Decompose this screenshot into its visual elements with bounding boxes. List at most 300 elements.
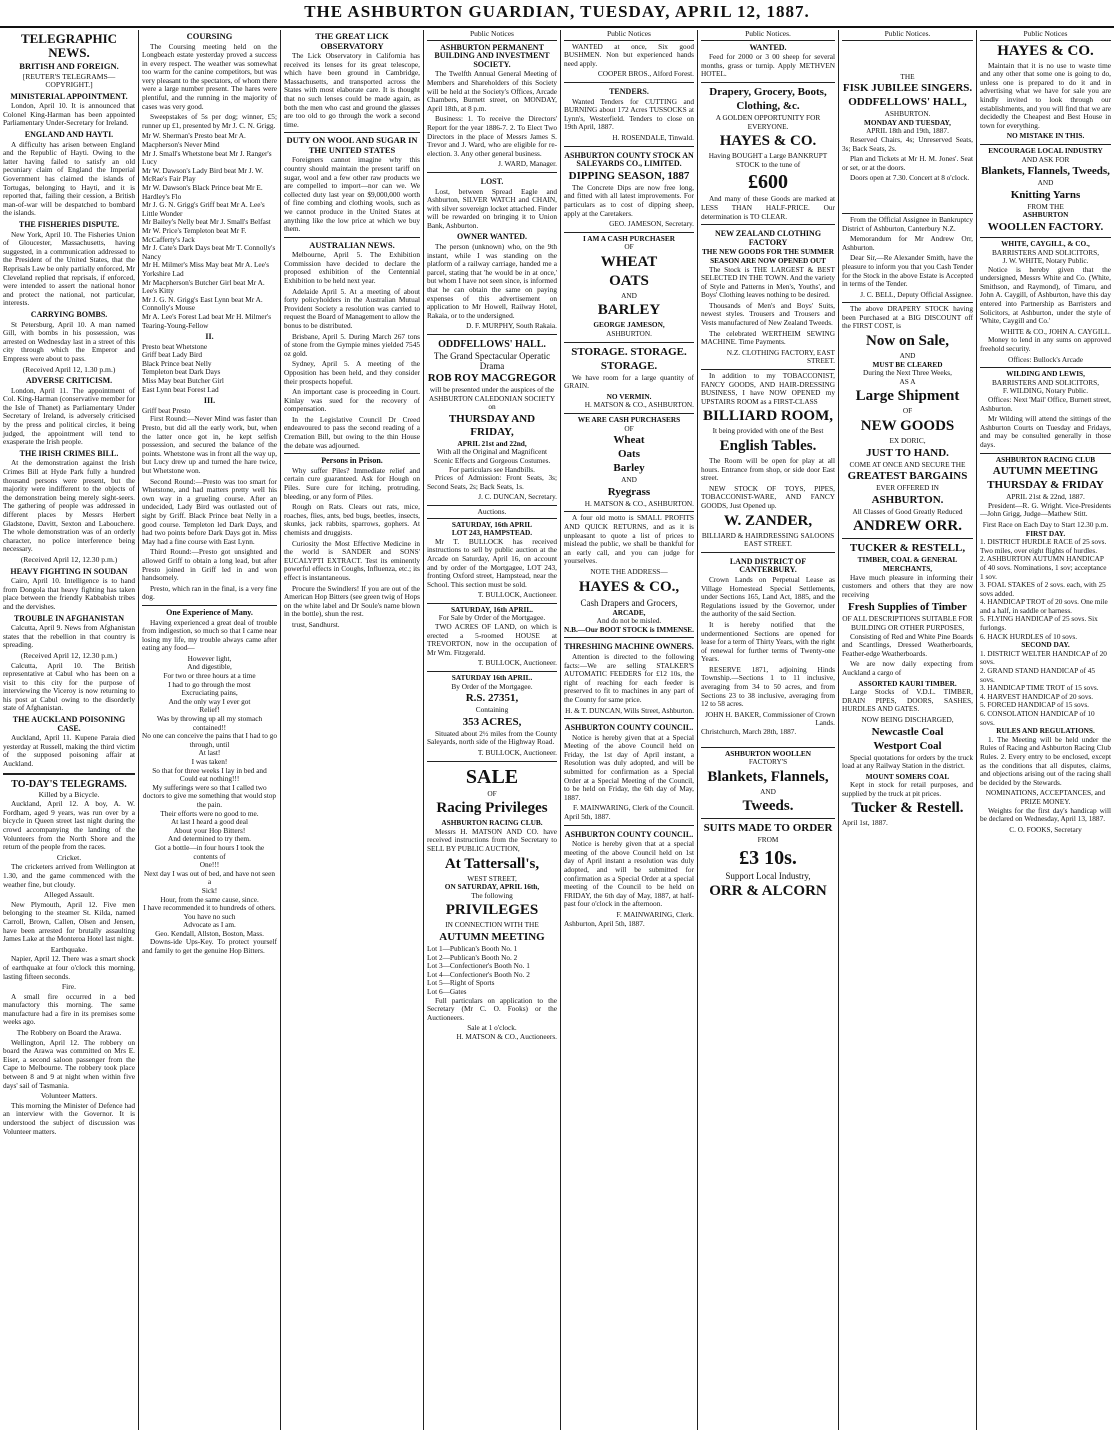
- notice-text: We have room for a large quantity of GRAIN.: [564, 372, 694, 391]
- notice-text: President—R. G. Wright. Vice-Presidents—John Grigg, Judge—Mathew Stitt.: [980, 500, 1111, 519]
- list-item: Griff beat Presto: [142, 405, 191, 415]
- column-header: Public Notices: [427, 30, 557, 41]
- race-item: 1. DISTRICT HURDLE RACE of 25 sovs. Two miles, over eight flights of hurdles.: [980, 537, 1107, 555]
- article-text: The cricketers arrived from Wellington at 1.30, and the game commenced with the weather fine, but cloudy.: [3, 862, 135, 889]
- notice-text: Situated about 2½ miles from the County Saleyards, north side of the Highway Road.: [427, 728, 557, 747]
- notice-text: Notice is hereby given that at a special meeting of the above Council held on 1st day of April instant a resolution was duly adopted, and will be submitted for confirmation as a Special Order at a special meeting of the Council to be held on FRIDAY, the 6th day of May, 1887, at half-past four o'clock in the afternoon.: [564, 839, 694, 909]
- notice-text: Mr T. BULLOCK has received instructions to sell by public auction at the Arcade on Saturday, April 16, on account and by order of the Mortgagee, LOT 243, fronting Oxford street, Hampstead, near the School. This section must be sold.: [427, 536, 557, 589]
- notice-signature: WHITE & CO., JOHN A. CAYGILL.: [1000, 326, 1111, 336]
- notice-title: HAYES & CO.: [997, 42, 1094, 59]
- notice-line: THE NEW GOODS FOR THE SUMMER SEASON ARE NOW OPENED OUT: [701, 247, 835, 265]
- notice-line: SECOND DAY.: [1021, 640, 1070, 650]
- notice-signature: T. BULLOCK, Auctioneer.: [477, 590, 557, 600]
- testimonial-line: And digestible,: [187, 662, 232, 672]
- notice-line: ASHBURTON.: [606, 329, 652, 339]
- article-heading: MINISTERIAL APPOINTMENT.: [10, 91, 128, 101]
- notice-official-assignee: [842, 213, 973, 299]
- testimonial-line: And determined to try them.: [168, 834, 251, 844]
- notice-title: At Tattersall's,: [444, 855, 540, 872]
- notice-title: Tweeds.: [742, 798, 794, 815]
- notice-text: NEW STOCK OF TOYS, PIPES, TOBACCONIST-WARE, AND FANCY GOODS, Just Opened up.: [701, 483, 835, 510]
- notice-line: NOMINATIONS, ACCEPTANCES, and PRIZE MONEY.: [985, 788, 1106, 806]
- article-heading: THE IRISH CRIMES BILL.: [19, 448, 119, 458]
- notice-text: We are now daily expecting from Auckland a cargo of: [842, 659, 973, 677]
- column-header: Public Notices: [980, 30, 1111, 41]
- article-text: Calcutta, April 10. The British representative at Cabul who has been on a visit to this city for the purpose of interviewing the Viceroy is now returning to his post at Cabul owing to the disorderly state of Afghanistan.: [3, 660, 135, 713]
- notice-county-council-1: [564, 718, 694, 822]
- notice-lost: [427, 172, 557, 331]
- notice-signature: H. MATSON & CO., ASHBURTON.: [584, 498, 694, 508]
- article-text: Downs-ide Ups-Key. To protect yourself and family to get the genuine Hop Bitters.: [142, 937, 277, 956]
- notice-text: Kept in stock for retail purposes, and supplied by the truck at pit prices.: [842, 780, 973, 798]
- race-item: 2. ASHBURTON AUTUMN HANDICAP of 40 sovs. Nominations, 1 sov; acceptance 1 sov.: [980, 554, 1107, 581]
- testimonial-line: At last!: [198, 748, 221, 758]
- article-text: Presto, which ran in the final, is a very fine dog.: [142, 583, 277, 602]
- notice-line: ASHBURTON RACING CLUB: [995, 454, 1096, 464]
- masthead: [0, 0, 1114, 28]
- testimonial-line: Their efforts were no good to me.: [160, 808, 259, 818]
- section-title: TO-DAY'S TELEGRAMS.: [11, 778, 127, 790]
- notice-title: ASHBURTON.: [871, 493, 944, 506]
- notice-title: PRIVILEGES: [445, 902, 539, 919]
- notice-line: The Grand Spectacular Operatic Drama: [433, 351, 551, 371]
- article-heading: ADVERSE CRITICISM.: [25, 376, 113, 386]
- notice-threshing: [564, 637, 694, 715]
- notice-woollen-factory: [701, 747, 835, 816]
- notice-text: From the Official Assignee in Bankruptcy District of Ashburton, Canterbury N.Z.: [842, 214, 973, 233]
- notice-signature: C. O. FOOKS, Secretary: [1009, 824, 1082, 834]
- notice-line: NO VERMIN.: [606, 391, 652, 401]
- notice-title: £600: [748, 171, 788, 194]
- notice-title: WOOLLEN FACTORY.: [987, 220, 1104, 233]
- notice-text: Reserved Chairs, 4s; Unreserved Seats, 3s; Back Seats, 2s.: [842, 134, 973, 153]
- notice-line: Cash Drapers and Grocers,: [580, 597, 678, 608]
- notice-line: ASHBURTON WOOLLEN: [724, 748, 812, 758]
- column-header: Public Notices: [564, 30, 694, 41]
- notice-title: Large Shipment: [855, 388, 960, 405]
- notice-heading: ASHBURTON COUNTY STOCK AN SALEYARDS CO., LIMITED.: [564, 150, 694, 169]
- notice-heading: TENDERS.: [609, 86, 649, 96]
- notice-storage: [564, 342, 694, 410]
- notice-title: Oats: [618, 448, 640, 461]
- article-text: New Plymouth, April 12. Five men belonging to the steamer St. Kilda, named Carroll, Brown, Callen, Olsen and Jensen, have been arrested for brutally assaulting James Lake at the Monteroa Hotel last night.: [3, 899, 135, 944]
- round-heading: II.: [205, 332, 214, 342]
- notice-line: AND: [899, 351, 916, 361]
- notice-line: J. W. WHITE, Notary Public.: [1002, 256, 1089, 266]
- notice-text: Wanted Tenders for CUTTING and BURNING about 172 Acres TUSSOCKS at Lynn's, Westerfield. Tenders to close on 19th April, 1887.: [564, 96, 694, 132]
- notice-signature: N.Z. CLOTHING FACTORY, EAST STREET.: [726, 347, 835, 366]
- notice-line: SATURDAY, 16th APRIL: [451, 519, 533, 529]
- received-line: (Received April 12, 12.30 p.m.): [20, 650, 118, 660]
- notice-title: Racing Privileges: [436, 800, 548, 817]
- notice-signature: H. MATSON & CO., Auctioneers.: [456, 1031, 557, 1041]
- race-item: 4. HANDICAP TROT of 20 sovs. One mile and a half, in saddle or harness.: [980, 597, 1108, 615]
- notice-title: Now on Sale,: [866, 333, 949, 350]
- notice-text: Consisting of Red and White Pine Boards and Scantlings, Dressed Weatherboards, Feather-edge Weatherboards.: [842, 631, 973, 658]
- notice-signature: COOPER BROS., Alford Forest.: [597, 69, 694, 79]
- article-text: Cairo, April 10. Intelligence is to hand from Dongola that heavy fighting has taken place between the friendly Kabbabish tribes and the dervishes.: [3, 576, 135, 611]
- notice-line: APRIL 21st and 22nd,: [457, 438, 527, 448]
- article-subheading: Earthquake.: [50, 944, 88, 954]
- notice-text: A four old motto is SMALL PROFITS AND QUICK RETURNS, and as it is unpleasant to quote a list of prices to mislead the public, we shall be thankful for an early call, and you can judge for yourselves.: [564, 513, 694, 566]
- notice-line: Offices: Bullock's Arcade: [1008, 354, 1083, 364]
- notice-line: FACTORY'S: [748, 757, 788, 767]
- notice-line: Having BOUGHT a Large BANKRUPT STOCK to the tune of: [708, 151, 828, 169]
- testimonial-line: However light,: [187, 653, 232, 663]
- results-list: [142, 343, 277, 395]
- notice-racing-privileges: [427, 761, 557, 1042]
- testimonial-line: Excruciating pains,: [181, 688, 238, 698]
- list-item: Mr W. Dawson's Black Prince beat Mr E. Hardley's Flo: [142, 183, 263, 201]
- article-text: The Coursing meeting held on the Longbeach estate yesterday proved a success in every respect. The weather was somewhat too warm for the canine competitors, but was very pleasant to the spectators, of whom there were a large number present. The hares were plentiful, and the running in the majority of cases was very good.: [142, 41, 277, 111]
- notice-text: Mr Wilding will attend the sittings of the Ashburton Courts on Tuesday and Fridays, and may be consulted generally in those days.: [980, 414, 1111, 449]
- notice-title: ROB ROY MACGREGOR: [427, 372, 557, 384]
- notice-auctions: [427, 505, 557, 600]
- notice-title: THURSDAY & FRIDAY: [987, 479, 1104, 492]
- testimonial-line: Next day I was out of bed, and have not seen a: [143, 868, 276, 887]
- notice-title: Blankets, Flannels,: [707, 768, 829, 785]
- notice-line: And do not be misled.: [596, 616, 662, 626]
- notice-line: EVER OFFERED IN: [876, 483, 939, 493]
- notice-line: APRIL 21st & 22nd, 1887.: [1006, 492, 1085, 502]
- notice-line: TIMBER, COAL & GENERAL: [857, 555, 958, 565]
- notice-signature: T. BULLOCK, Auctioneer.: [477, 748, 557, 757]
- testimonial-line: Got a bottle—in four hours I took the contents of: [154, 842, 265, 861]
- notice-heading: WANTED.: [749, 42, 787, 52]
- notice-line: All Classes of Good Greatly Reduced: [852, 506, 963, 516]
- notice-signature: T. BULLOCK, Auctioneer.: [477, 658, 557, 668]
- column-telegraphic-news: [0, 30, 138, 1430]
- notice-title: HAYES & CO.: [719, 133, 817, 150]
- race-item: 6. CONSOLATION HANDICAP of 10 sovs.: [980, 709, 1095, 727]
- notice-title: JUST TO HAND.: [866, 446, 949, 459]
- testimonial-line: For two or three hours at a time: [163, 671, 256, 681]
- notice-text: Messrs H. MATSON AND CO. have received instructions from the Secretary to SELL BY PUBLIC AUCTION,: [427, 826, 557, 853]
- notice-woollen: [980, 144, 1111, 234]
- notice-title: GREATEST BARGAINS: [847, 470, 968, 483]
- notice-dipping: [564, 146, 694, 229]
- lot-item: Lot 2—Publican's Booth No. 2: [427, 952, 518, 962]
- section-title: THE GREAT LICK OBSERVATORY: [315, 31, 389, 51]
- notice-line: It being provided with one of the Best: [712, 426, 824, 436]
- notice-text: The Concrete Dips are now free long, and fitted with all latest improvements. For particulars as to cost of dipping sheep, apply at the Caretakers.: [564, 182, 694, 218]
- article-subheading: Cricket.: [56, 852, 82, 862]
- notice-text: TWO ACRES OF LAND, on which is erected a 5-roomed HOUSE at TREVORTON, now in the occupation of Mr Wm. Fitzgerald.: [427, 622, 557, 657]
- notice-line: MUST BE CLEARED: [872, 359, 943, 369]
- article-text: St Petersburg, April 10. A man named Gill, with bombs in his possession, was arrested on Wednesday last in a street of this city through which the Emperor and Empress were about to pass.: [3, 319, 135, 363]
- column-public-notices-3: [698, 30, 838, 1430]
- notice-line: BILLIARD & HAIRDRESSING SALOONS EAST STREET.: [701, 530, 835, 549]
- notice-title: SALE: [465, 765, 519, 788]
- testimonial-line: Was by throwing up all my stomach contained!!: [156, 714, 263, 732]
- notice-line: SATURDAY 16th APRIL.: [451, 673, 533, 683]
- notice-line: BARRISTERS AND SOLICITORS,: [991, 247, 1100, 257]
- notice-title: Knitting Yarns: [1010, 188, 1081, 201]
- article-text: Having experienced a great deal of trouble from indigestion, so much so that I came near losing my life, my trouble always came after eating any food—: [142, 617, 277, 653]
- notice-title: SUITS MADE TO ORDER: [703, 822, 833, 835]
- notice-line: The following: [471, 890, 513, 900]
- column-public-notices-5: [977, 30, 1114, 1430]
- notice-line: Containing: [475, 705, 509, 715]
- notice-tucker-restell: [842, 538, 973, 828]
- race-list: [980, 538, 1111, 641]
- notice-tenders: [564, 82, 694, 143]
- race-item: 5. FLYING HANDICAP of 25 sovs. Six furlongs.: [980, 614, 1098, 633]
- testimonial-line: So that for three weeks I lay in bed and: [152, 765, 267, 775]
- notice-line: First Race on Each Day to Start 12.30 p.m.: [982, 519, 1109, 529]
- lot-item: Lot 1—Publican's Booth No. 1: [427, 943, 518, 953]
- notice-text: In addition to my TOBACCONIST, FANCY GOODS, AND HAIR-DRESSING BUSINESS, I have NOW OPENED my UPSTAIRS ROOM as a FIRST-CLASS: [701, 371, 835, 406]
- notice-hayes: [564, 511, 694, 634]
- article-text: Why suffer Piles? Immediate relief and certain cure guaranteed. Ask for Hough on Piles. Sure cure for itching, protruding, bleeding, or any form of Piles.: [284, 465, 420, 501]
- column-header: Public Notices.: [701, 30, 835, 41]
- testimonial-line: No one can conceive the pains that I had to go through, until: [142, 731, 277, 749]
- notice-heading: THRESHING MACHINE OWNERS.: [564, 642, 694, 652]
- notice-text: Large Stocks of V.D.L. TIMBER, DRAIN PIPES, DOORS, SASHES, HURDLES AND GATES.: [842, 687, 973, 714]
- notice-text: The celebrated WERTHEIM SEWING MACHINE. Time Payments.: [701, 328, 835, 347]
- notice-line: During the Next Three Weeks,: [863, 368, 952, 378]
- notice-line: FIRST DAY.: [1025, 528, 1066, 538]
- article-text: Auckland, April 12. A boy, A. W. Fordham, aged 9 years, was run over by a bicycle in Queen street last night during the crowd accompanying the landing of the Volunteers from the North Shore and the return of the people from the races.: [3, 799, 135, 852]
- notice-heading: ODDFELLOWS' HALL.: [438, 339, 546, 350]
- notice-title: Drapery, Grocery, Boots,: [709, 85, 827, 98]
- notice-title: W. ZANDER,: [723, 512, 813, 529]
- notice-title: TUCKER & RESTELL,: [849, 542, 966, 555]
- list-item: Mr W. Price's Templeton beat Mr F. McCafferty's Jack: [142, 225, 247, 244]
- notice-signature: F. MAINWARING, Clerk of the Council.: [572, 803, 694, 813]
- notice-line: AND: [621, 475, 637, 485]
- notice-title: £3 10s.: [739, 847, 797, 869]
- results-list: [142, 132, 277, 330]
- notice-text: The Stock is THE LARGEST & BEST SELECTED IN THE TOWN. And the variety of Style and Patterns in Men's, Youths', and Boys' Clothing leaves nothing to be desired.: [701, 264, 835, 300]
- article-text: Adelaide April 5. At a meeting of about forty policyholders in the Australian Mutual Provident Society a resolution was carried to request the Board of Management to allow the bonus to be distributed.: [284, 286, 420, 330]
- section-title: TELEGRAPHIC NEWS.: [20, 31, 118, 60]
- testimonial-line: At last I heard a good deal: [171, 817, 248, 827]
- notice-line: F. WILDING, Notary Public.: [1002, 386, 1089, 396]
- testimonial-line: I had to go through the most: [168, 679, 251, 689]
- masthead-title: THE ASHBURTON GUARDIAN, TUESDAY, APRIL 12, 1887.: [304, 2, 810, 21]
- copyright-line: [REUTER'S TELEGRAMS—COPYRIGHT.]: [22, 71, 116, 90]
- article-heading: TROUBLE IN AFGHANISTAN: [13, 613, 125, 623]
- notice-line: ON SATURDAY, APRIL 16th,: [444, 882, 540, 892]
- notice-text: Special quotations for orders by the truck load at any Railway Station in the district.: [842, 752, 973, 771]
- notice-fisk-jubilee: [842, 71, 973, 183]
- notice-title: Wheat: [613, 434, 645, 447]
- notice-text: The Twelfth Annual General Meeting of Members and Shareholders of this Society will be held at the Society's Offices, Arcade Chambers, Burnett street, on MONDAY, April 18th, at 8 p.m.: [427, 69, 557, 113]
- notice-oddfellows: [427, 334, 557, 502]
- article-text: Sydney, April 5. A meeting of the Opposition has been held, and they consider their prospects hopeful.: [284, 359, 420, 386]
- testimonial-line: I was taken!: [191, 757, 228, 766]
- notice-title: FISK JUBILEE SINGERS.: [842, 82, 973, 95]
- notice-line: IN CONNECTION WITH THE: [445, 920, 539, 930]
- testimonial-line: And the only way I ever got: [168, 696, 251, 706]
- notice-title: Tucker & Restell.: [851, 800, 964, 817]
- list-item: Mr H. Milmer's Miss May beat Mr A. Lee's Yorkshire Lad: [142, 260, 270, 278]
- divider: [284, 453, 420, 454]
- article-text: Calcutta, April 9. News from Afghanistan states that the rebellion in that country is spreading.: [3, 623, 135, 650]
- notice-title: STORAGE.: [600, 359, 658, 372]
- notice-line: AND: [621, 290, 637, 300]
- notice-title: DIPPING SEASON, 1887: [568, 169, 690, 182]
- notice-text: Maintain that it is no use to waste time and any other that some one is going to do, unless one is prepared to do it and in advertising what we have for sale you are kindly invited to look through our establishments, and you will find that we are decidedly the Cheapest and Best House in town for everything.: [980, 60, 1111, 130]
- article-heading: THE FISHERIES DISPUTE.: [18, 220, 120, 229]
- article-text: Procure the Swindlers! If you are out of the American Hop Bitters (see green twig of Hops on the white label and Dr Soule's name blown in the bottle), shun the rest.: [284, 583, 420, 619]
- notice-signature: H. ROSENDALE, Tinwald.: [612, 132, 694, 142]
- notice-line: THE: [900, 71, 915, 81]
- notice-line: MONDAY AND TUESDAY,: [864, 117, 951, 127]
- notice-text: Doors open at 7.30. Concert at 8 o'clock.: [850, 173, 970, 183]
- notice-line: NO MISTAKE IN THIS.: [1006, 131, 1085, 141]
- testimonial-line: Hour, from the same cause, since.: [160, 894, 259, 904]
- notice-line: BARRISTERS AND SOLICITORS,: [991, 377, 1100, 387]
- notice-line: R.S. 27351,: [465, 692, 519, 705]
- testimonial-line: I have recommended it to hundreds of others. You have no such: [143, 903, 276, 921]
- notice-text: Memorandum for Mr Andrew Orr, Ashburton.: [842, 234, 973, 252]
- list-item: Mr J. G. N. Grigg's Griff beat Mr A. Lee's Little Wonder: [142, 200, 265, 218]
- notice-signature: J. WARD, Manager.: [498, 159, 557, 169]
- notice-heading: LAND DISTRICT OF CANTERBURY.: [729, 556, 807, 575]
- article-text: Rough on Rats. Clears out rats, mice, roaches, flies, ants, bed bugs, beetles, insects, skunks, jack rabbits, sparrows, gophers. At chemists and druggists.: [284, 502, 420, 537]
- notice-line: WILDING AND LEWIS,: [1006, 369, 1085, 379]
- notice-line: WHITE, CAYGILL, & CO.,: [1001, 238, 1090, 248]
- notice-line: Sale at 1 o'clock.: [467, 1023, 517, 1033]
- notice-text: It is hereby notified that the undermentioned Sections are opened for lease for a term of Thirty Years, with the right of renewal for further terms of Twenty-one Years.: [701, 619, 835, 664]
- notice-heading: LOST.: [480, 176, 504, 186]
- notice-line: AND ASK FOR: [1021, 154, 1070, 164]
- notice-text: RESERVE 1871, adjoining Hinds Township.—Sections 1 to 11 inclusive, averaging from 34 to 50 acres, and from Sections 23 to 38 inclusive, averaging from 12 to 58 acres.: [701, 664, 835, 709]
- notice-title: Clothing, &c.: [736, 99, 800, 112]
- notice-heading: ASHBURTON COUNTY COUNCIL.: [564, 829, 694, 839]
- notice-line: NOTE THE ADDRESS—: [590, 566, 668, 576]
- race-list: [980, 650, 1111, 727]
- notice-line: ASHBURTON RACING CLUB.: [441, 818, 543, 828]
- divider: [142, 605, 277, 606]
- notice-signature: F. MAINWARING, Clerk.: [616, 909, 694, 919]
- notice-title: AUTUMN MEETING: [992, 465, 1099, 478]
- notice-line: For particulars see Handbills.: [449, 464, 535, 474]
- list-item: Black Prince beat Nelly: [142, 358, 212, 368]
- notice-heading: NEW ZEALAND CLOTHING FACTORY: [714, 229, 822, 247]
- list-item: Mr J. Small's Whetstone beat Mr J. Ranger's Lucy: [142, 148, 272, 167]
- notice-title: Ryegrass: [607, 485, 651, 498]
- article-text: A small fire occurred in a bed manufactory this morning. The same manufacture had a fire in its premises some weeks ago.: [3, 991, 135, 1027]
- notice-line: OF: [624, 423, 634, 433]
- article-subheading: The Robbery on Board the Arawa.: [16, 1028, 122, 1038]
- testimonial-line: Advocate as I am.: [183, 920, 236, 930]
- notice-signature: J. C. BELL, Deputy Official Assignee.: [860, 289, 973, 299]
- race-item: 5. FORCED HANDICAP of 15 sovs.: [980, 700, 1089, 710]
- notice-line: WEST STREET,: [467, 873, 517, 883]
- notice-line: ASSORTED KAURI TIMBER.: [858, 678, 957, 688]
- notice-line: ARCADE,: [612, 607, 646, 617]
- race-item: 1. DISTRICT WELTER HANDICAP of 20 sovs.: [980, 648, 1107, 667]
- lots-list: [427, 945, 557, 997]
- column-public-notices-2: [561, 30, 697, 1430]
- article-heading: AUSTRALIAN NEWS.: [309, 239, 395, 250]
- testimonial-line: One!!!: [199, 860, 220, 870]
- article-text: In the Legislative Council Dr Creed endeavoured to pass the second reading of a Cremation Bill, but owing to the thin House the debate was adjourned.: [284, 414, 420, 450]
- article-text: Auckland, April 11. Kupene Paraia died yesterday at Russell, making the third victim of the supposed poisoning affair at Auckland.: [3, 733, 135, 769]
- article-heading: Persons in Prison.: [321, 456, 383, 466]
- notice-date: April 5th, 1887.: [564, 812, 611, 822]
- notice-line: SATURDAY, 16th APRIL.: [450, 604, 534, 614]
- article-text: Wellington, April 12. The robbery on board the Arawa was committed on Mrs E. Eiser, a second saloon passenger from the Cape to Melbourne. The robbery took place between 8 and 9 at night when within five days' sail of Tasmania.: [3, 1037, 135, 1090]
- notice-signature: J. C. DUNCAN, Secretary.: [478, 492, 557, 502]
- article-text: London, April 10. It is announced that Colonel King-Harman has been appointed Parliamentary Under-Secretary for Ireland.: [3, 101, 135, 128]
- notice-text: The Room will be open for play at all hours. Entrance from shop, or side door East street.: [701, 456, 835, 483]
- notice-text: The above DRAPERY STOCK having been Purchased at a BIG DISCOUNT off the FIRST COST, is: [842, 304, 973, 331]
- article-heading: CARRYING BOMBS.: [30, 309, 108, 319]
- notice-line: RULES AND REGULATIONS.: [996, 726, 1095, 736]
- notice-date: Christchurch, March 28th, 1887.: [701, 727, 797, 737]
- column-observatory: [281, 30, 423, 1430]
- notice-signature: JOHN H. BAKER, Commissioner of Crown Lands.: [705, 709, 835, 728]
- notice-line: OF: [624, 242, 634, 252]
- notice-line: A GOLDEN OPPORTUNITY FOR EVERYONE.: [715, 112, 821, 131]
- notice-line: I AM A CASH PURCHASER: [582, 233, 676, 243]
- notice-line: With all the Original and Magnificent Scenic Effects and Gorgeous Costumes.: [433, 447, 551, 465]
- article-text: trust, Sandhurst.: [292, 619, 340, 629]
- list-item: Mr A. Lee's Forest Lad beat Mr H. Milmer's Tearing-Young-Fellow: [142, 311, 272, 330]
- list-item: Mr W. Sherman's Presto beat Mr A. Macpherson's Never Mind: [142, 131, 246, 150]
- notice-date: Ashburton, April 5th, 1887.: [564, 918, 645, 928]
- notice-title: AUTUMN MEETING: [439, 930, 545, 943]
- list-item: Mr Macpherson's Butcher Girl beat Mr A. Lee's Kitty: [142, 277, 265, 296]
- article-text: First Round:—Never Mind was faster than Presto, but did all the early work, but, when the latter once got in, he kept selfish possession, and secured the balance of the points. Whetstone was in front all the way up, but Lucy drew up and turned the hare twice, but Whetstone won.: [142, 414, 277, 475]
- list-item: Templeton beat Dark Days: [142, 367, 221, 377]
- notice-heading: ASHBURTON COUNTY COUNCIL.: [564, 723, 694, 733]
- notice-line: APRIL 18th and 19th, 1887.: [866, 126, 949, 136]
- column-public-notices-1: [424, 30, 560, 1430]
- notice-text: Have much pleasure in informing their customers and others that they are now receiving: [842, 572, 973, 599]
- list-item: East Lynn beat Forest Lad: [142, 384, 219, 394]
- notice-text: Prices of Admission: Front Seats, 3s; Second Seats, 2s; Back Seats, 1s.: [427, 473, 557, 491]
- notice-line: ENCOURAGE LOCAL INDUSTRY: [988, 145, 1103, 155]
- notice-suits: [701, 818, 835, 900]
- notice-heading: OWNER WANTED.: [456, 232, 528, 242]
- notice-line: NOW BEING DISCHARGED,: [861, 714, 954, 724]
- notice-text: Crown Lands on Perpetual Lease as Village Homestead Special Settlements, under Sections 165, Land Act, 1885, and the Regulations issued by the Governor, under the authority of the said Section.: [701, 574, 835, 619]
- notice-line: will be presented under the auspices of the ASHBURTON CALEDONIAN SOCIETY on: [428, 385, 556, 412]
- notice-title: STORAGE. STORAGE.: [571, 345, 687, 358]
- testimonial-lines: [142, 655, 277, 939]
- notice-title: Newcastle Coal: [871, 725, 944, 738]
- notice-text: Weights for the first day's handicap will be declared on Wednesday, April 13, 1887.: [980, 805, 1111, 824]
- notice-line: LOT 243, HAMPSTEAD.: [451, 528, 533, 538]
- notice-line: OF: [487, 788, 497, 798]
- notice-text: Dear Sir,—Re Alexander Smith, have the pleasure to inform you that you Cash Tender for the Stock in the above Estate is Accepted in terms of the Tender.: [842, 253, 973, 289]
- notice-county-council-2: [564, 825, 694, 929]
- notice-text: Full particulars on application to the Secretary (Mr C. O. Fooks) or the Auctioneers.: [427, 995, 557, 1022]
- notice-title: Westport Coal: [873, 739, 942, 752]
- article-text: Second Round:—Presto was too smart for Whetstone, and had matters pretty well his own way in a grueling course. After an undecided, Lady Bird was outlasted out of sight by Griff. Black Prince beat Nelly in a good course. Templeton led Dark Days, and had two points before Dark Days got in. Miss May had a fine course with East Lynn.: [142, 476, 277, 546]
- notice-text: Offices: Next 'Mail' Office, Burnett street, Ashburton.: [980, 395, 1111, 413]
- divider: [284, 132, 420, 133]
- notice-line: AND: [1037, 178, 1054, 188]
- lot-item: Lot 3—Confectioner's Booth No. 1: [427, 961, 530, 971]
- article-subheading: Killed by a Bicycle.: [38, 789, 100, 799]
- notice-text: And many of these Goods are marked at LESS THAN HALF-PRICE. Our determination is TO CLEAR.: [701, 194, 835, 221]
- notice-title: BARLEY: [597, 302, 661, 319]
- notice-title: ODDFELLOWS' HALL,: [848, 96, 967, 109]
- notice-line: OF ALL DESCRIPTIONS SUITABLE FOR BUILDING OR OTHER PURPOSES,: [842, 614, 973, 632]
- article-heading: ENGLAND AND HAYTI.: [24, 130, 114, 140]
- notice-line: MERCHANTS,: [882, 564, 933, 573]
- notice-line: MOUNT SOMERS COAL: [865, 771, 950, 781]
- list-item: Mr W. Dawson's Lady Bird beat Mr J. W. McRae's Fair Play: [142, 165, 264, 184]
- column-header: Public Notices.: [842, 30, 973, 41]
- article-subheading: Alleged Assault.: [43, 890, 95, 900]
